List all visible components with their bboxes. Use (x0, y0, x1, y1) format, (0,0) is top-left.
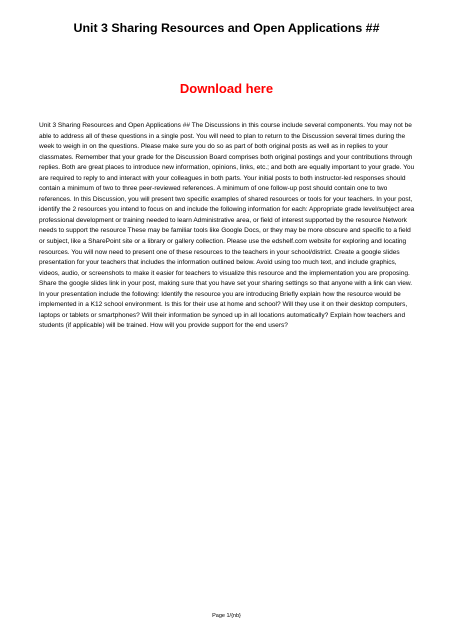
download-link[interactable]: Download here (179, 81, 274, 96)
page-footer: Page 1/{nb} (212, 613, 241, 619)
document-title: Unit 3 Sharing Resources and Open Applications ## (73, 21, 380, 35)
body-paragraph: Unit 3 Sharing Resources and Open Applications ## The Discussions in this course include several components. You may not be able to address all of these questions in a single post. You will need to plan to return to the Discussion several times during the week to weigh in on the questions. Please make sure you do so as part of both original posts as well as in replies to your classmates. Remember that your grade for the Discussion Board comprises both original postings and your contributions through replies. Both are great places to introduce new information, opinions, links, etc.; and both are equally important to your grade. You are required to reply to and interact with your colleagues in both parts. Your initial posts to both instructor-led responses should contain a minimum of two to three peer-reviewed references. A minimum of one follow-up post should contain one to two references. In this Discussion, you will present two specific examples of shared resources or tools for your teachers. In your post, identify the 2 resources you intend to focus on and include the following information for each: Appropriate grade level/subject area professional development or training needed to learn Administrative area, or field of interest supported by the resource Network needs to support the resource These may be familiar tools like Google Docs, or they may be more obscure and specific to a field or subject, like a SharePoint site or a library or gallery collection. Please use the edshelf.com website for exploring and locating resources. You will now need to present one of these resources to the teachers in your school/district. Create a google slides presentation for your teachers that includes the information outlined below. Avoid using too much text, and include graphics, videos, audio, or screenshots to make it easier for teachers to visualize this resource and the implementation you are proposing. Share the google slides link in your post, making sure that you have set your sharing settings so that anyone with a link can view. In your presentation include the following: Identify the resource you are introducing Briefly explain how the resource would be implemented in a K12 school environment. Is this for their use at home and school? Will they use it on their desktop computers, laptops or tablets or smartphones? Will their information be synced up in all locations automatically? Explain how teachers and students (if applicable) will be trained. How will you provide support for the end users? (39, 122, 415, 330)
